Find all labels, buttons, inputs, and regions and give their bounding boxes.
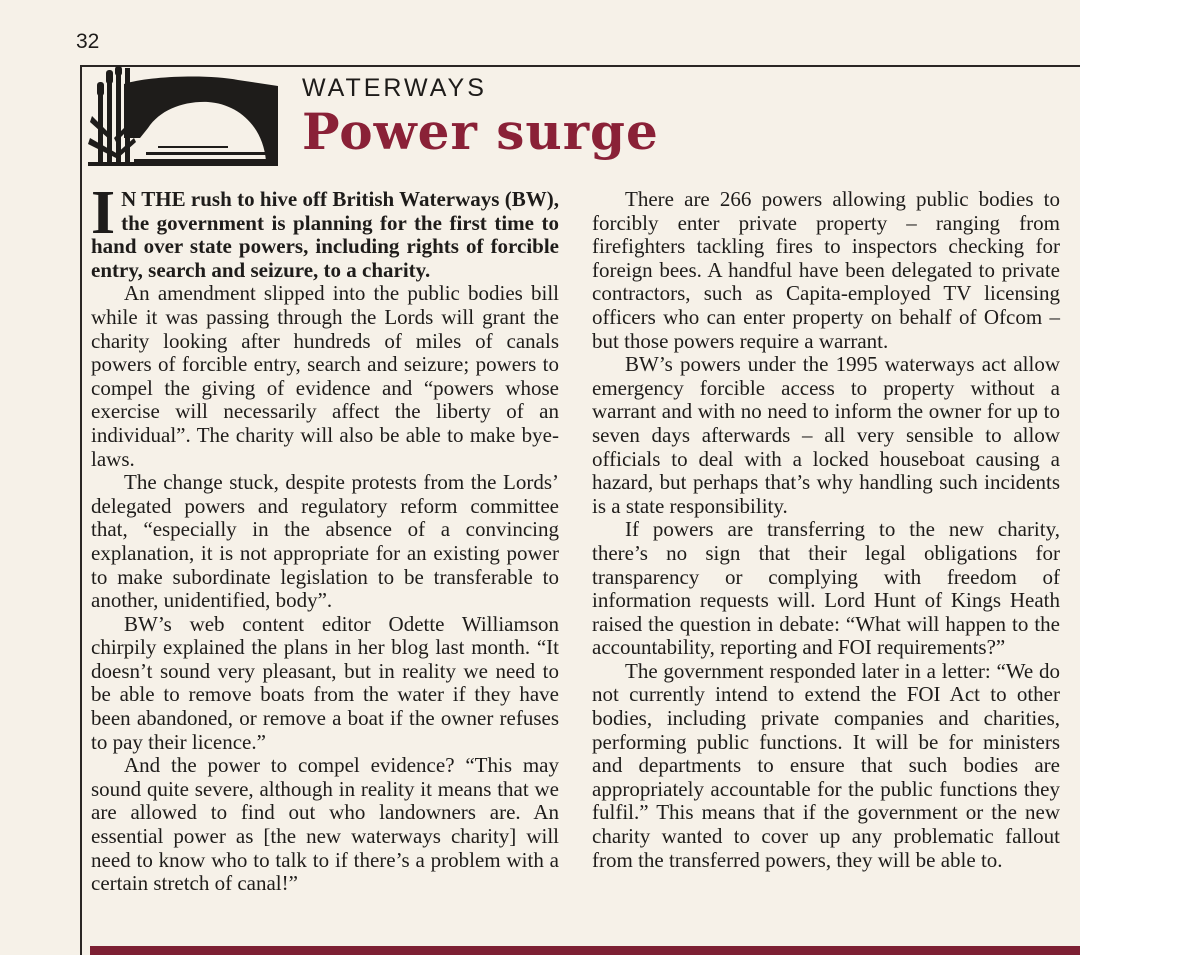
article-column-right (592, 188, 1060, 872)
lead-paragraph (91, 179, 559, 282)
drop-cap: I (91, 179, 116, 247)
article-column-left (91, 179, 559, 896)
page-number: 32 (76, 30, 100, 53)
bottom-colour-rule (90, 946, 1080, 955)
body-paragraph: BW’s web content editor Odette Williamson chirpily explained the plans in her blog last month. “It doesn’t sound very pleasant, but in reality we need to be able to remove boats from the water if they have been abandoned, or remove a boat if the owner refuses to pay their licence.” (91, 611, 559, 754)
body-paragraph: An amendment slipped into the public bodies bill while it was passing through the Lords will grant the charity looking after hundreds of miles of canals powers of forcible entry, search and seizure; powers to compel the giving of evidence and “powers whose exercise will necessarily affect the liberty of an individual”. The charity will also be able to make bye-laws. (91, 281, 559, 471)
body-paragraph: The change stuck, despite protests from the Lords’ delegated powers and regulatory reform committee that, “especially in the absence of a convincing explanation, it is not appropriate for an existing power to make subordinate legislation to be transferable to another, unidentified, body”. (91, 470, 559, 613)
body-paragraph: If powers are transferring to the new charity, there’s no sign that their legal obligations for transparency or complying with freedom of information requests will. Lord Hunt of Kings Heath raised the question in debate: “What will happen to the accountability, reporting and FOI requirements?” (592, 517, 1060, 660)
frame-left-rule (80, 65, 82, 955)
waterways-bridge-reeds-logo-icon (88, 66, 278, 170)
body-paragraph: The government responded later in a letter: “We do not currently intend to extend the FOI Act to other bodies, including private companies and charities, performing public functions. It will be for ministers and departments to ensure that such bodies are appropriately accountable for the public functions they fulfil.” This means that if the government or the new charity wanted to cover up any problematic fallout from the transferred powers, they will be able to. (592, 658, 1060, 872)
body-paragraph: And the power to compel evidence? “This may sound quite severe, although in reality it means that we are allowed to find out who landowners are. An essential power as [the new waterways charity] will need to know who to talk to if there’s a problem with a certain stretch of canal!” (91, 753, 559, 896)
body-paragraph: There are 266 powers allowing public bodies to forcibly enter private property – ranging from firefighters tackling fires to inspectors checking for foreign bees. A handful have been delegated to private contractors, such as Capita-employed TV licensing officers who can enter property on behalf of Ofcom – but those powers require a warrant. (592, 187, 1060, 353)
body-paragraph: BW’s powers under the 1995 waterways act allow emergency forcible access to property without a warrant and with no need to inform the owner for up to seven days afterwards – all very sensible to allow officials to deal with a locked houseboat causing a hazard, but perhaps that’s why handling such incidents is a state responsibility. (592, 352, 1060, 518)
article-headline: Power surge (302, 102, 659, 161)
lead-text: N THE rush to hive off British Waterways (BW), the government is planning for the first time to hand over state powers, including rights of forcible entry, search and seizure, to a charity. (91, 187, 559, 282)
section-label: WATERWAYS (302, 74, 487, 102)
